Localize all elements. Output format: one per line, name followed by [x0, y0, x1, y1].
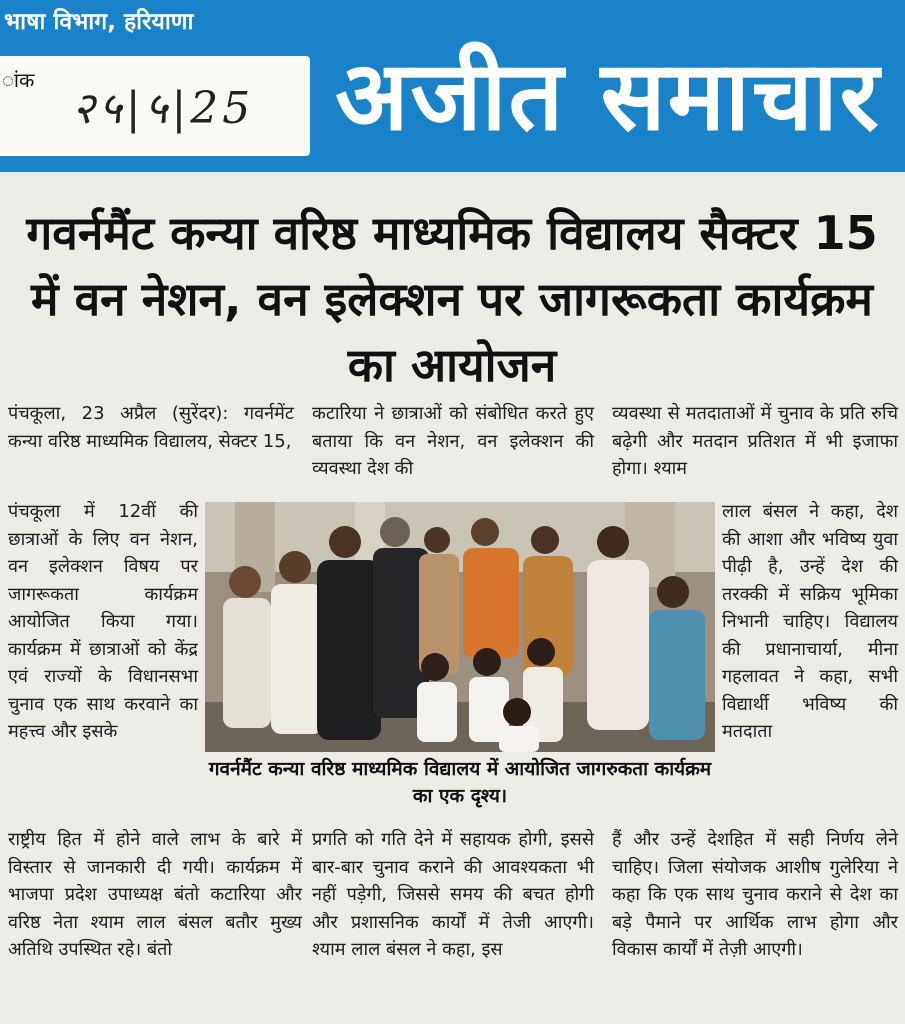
date-label: ांक [2, 68, 35, 92]
article-photo [205, 502, 715, 752]
group-photo-illustration [205, 502, 715, 752]
article-text-col3-mid: लाल बंसल ने कहा, देश की आशा और भविष्य युवा पीढ़ी है, उन्हें देश की तरक्की में सक्रिय भूमिका निभानी चाहिए। विद्यालय की प्रधानाचार्या, मीना गहलावत ने कहा, सभी विद्यार्थी भविष्य की मतदाता [722, 501, 898, 742]
article-text-col1-top: पंचकूला, 23 अप्रैल (सुरेंदर): गवर्नमेंट कन्या वरिष्ठ माध्यमिक विद्यालय, सेक्टर 15, [8, 403, 294, 452]
article-text-col2-top: कटारिया ने छात्राओं को संबोधित करते हुए बताया कि वन नेशन, वन इलेक्शन की व्यवस्था देश की [312, 403, 594, 479]
article-text-col1-mid: पंचकूला में 12वीं की छात्राओं के लिए वन नेशन, वन इलेक्शन विषय पर जागरूकता कार्यक्रम आयोजित किया गया। कार्यक्रम में छात्राओं को केंद्र एवं राज्यों के विधानसभा चुनाव एक साथ करवाने का महत्त्व और इसके [8, 501, 198, 742]
masthead [0, 0, 905, 172]
handwritten-date: २५|५|25 [72, 83, 255, 134]
department-label: भाषा विभाग, हरियाणा [4, 9, 194, 35]
article-text-col1-bottom: राष्ट्रीय हित में होने वाले लाभ के बारे में विस्तार से जानकारी दी गयी। कार्यक्रम में भाजपा प्रदेश उपाध्यक्ष बंतो कटारिया और वरिष्ठ नेता श्याम लाल बंसल बतौर मुख्य अतिथि उपस्थित रहे। बंतो [8, 829, 302, 960]
photo-caption: गवर्नमैंट कन्या वरिष्ठ माध्यमिक विद्यालय में आयोजित जागरुकता कार्यक्रम का एक दृश्य। [208, 758, 712, 807]
article-headline: गवर्नमैंट कन्या वरिष्ठ माध्यमिक विद्यालय सैक्टर 15 में वन नेशन, वन इलेक्शन पर जागरूकता कार्यक्रम का आयोजन [26, 206, 878, 392]
newspaper-name: अजीत समाचार [335, 39, 881, 152]
article-text-col3-bottom: हैं और उन्हें देशहित में सही निर्णय लेने चाहिए। जिला संयोजक आशीष गुलेरिया ने कहा कि एक साथ चुनाव कराने से देश का बड़े पैमाने पर आर्थिक लाभ होगा और विकास कार्यों में तेज़ी आएगी। [612, 829, 898, 960]
article-text-col2-bottom: प्रगति को गति देने में सहायक होगी, इससे बार-बार चुनाव कराने की आवश्यकता भी नहीं पड़ेगी, जिससे समय की बचत होगी और प्रशासनिक कार्यों में तेजी आएगी। श्याम लाल बंसल ने कहा, इस [312, 829, 594, 960]
article-text-col3-top: व्यवस्था से मतदाताओं में चुनाव के प्रति रुचि बढ़ेगी और मतदान प्रतिशत में भी इजाफा होगा। श्याम [612, 403, 898, 479]
